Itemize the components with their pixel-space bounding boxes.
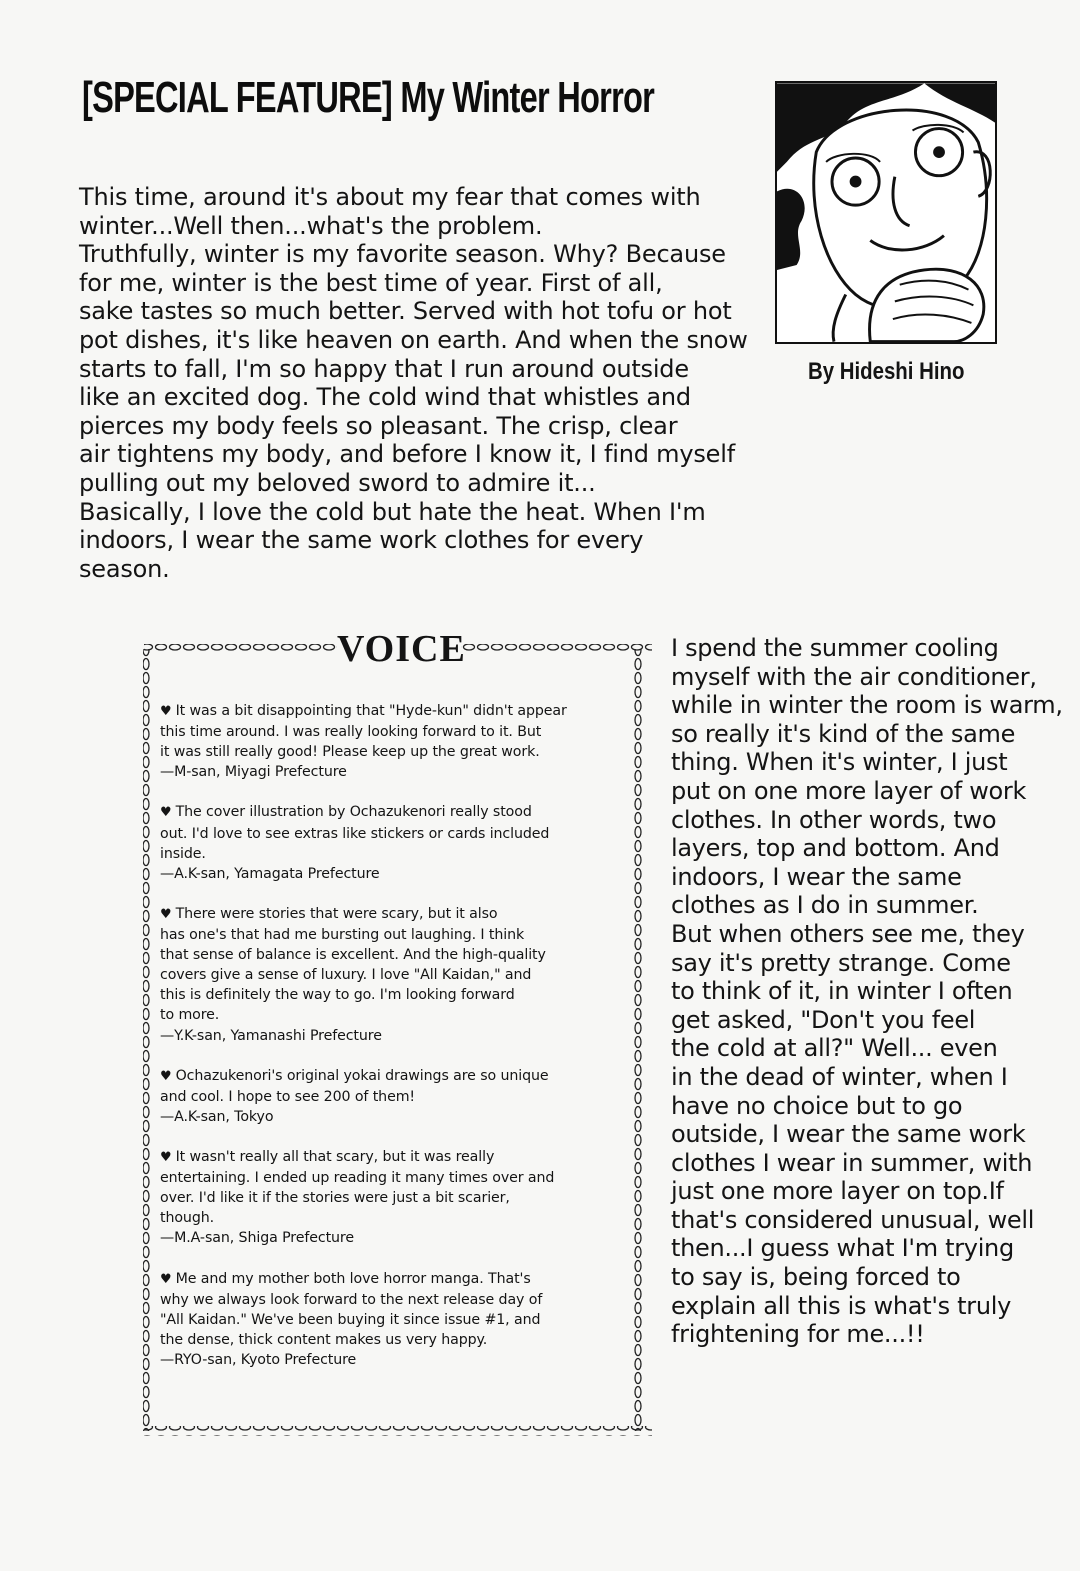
continuation-line: myself with the air conditioner, — [671, 662, 1037, 691]
intro-line: for me, winter is the best time of year. First of all, — [79, 268, 663, 297]
continuation-text — [671, 634, 1071, 1349]
voice-list — [160, 701, 638, 1390]
continuation-line: have no choice but to go — [671, 1091, 963, 1120]
intro-line: This time, around it's about my fear that comes with — [79, 183, 701, 211]
continuation-line: that's considered unusual, well — [671, 1205, 1035, 1234]
voice-entry-line: ♥ The cover illustration by Ochazukenori really stood — [160, 804, 532, 821]
voice-entry-line: out. I'd love to see extras like stickers or cards included — [160, 825, 550, 842]
voice-entry — [160, 1066, 638, 1127]
continuation-line: outside, I wear the same work — [671, 1120, 1026, 1149]
continuation-line: to say is, being forced to — [671, 1263, 961, 1292]
continuation-line: in the dead of winter, when I — [671, 1062, 1008, 1091]
voice-entry-line: it was still really good! Please keep up the great work. — [160, 744, 540, 761]
voice-entry-line: ♥ It was a bit disappointing that "Hyde-kun" didn't appear — [160, 703, 567, 719]
voice-entry — [160, 1147, 638, 1248]
author-byline: By Hideshi Hino — [808, 358, 965, 385]
voice-entry-line: ♥ There were stories that were scary, but it also — [160, 905, 498, 922]
voice-entry-line: this time around. I was really looking forward to it. But — [160, 724, 542, 741]
voice-entry-line: that sense of balance is excellent. And the high-quality — [160, 947, 546, 964]
voice-entry-line: ♥ Me and my mother both love horror manga. That's — [160, 1270, 531, 1287]
continuation-line: put on one more layer of work — [671, 776, 1027, 805]
voice-entry-line: the dense, thick content makes us very happy. — [160, 1331, 488, 1348]
voice-entry-line: this is definitely the way to go. I'm looking forward — [160, 987, 515, 1004]
voice-entry-line: entertaining. I ended up reading it many times over and — [160, 1170, 555, 1187]
voice-entry-line: covers give a sense of luxury. I love "All Kaidan," and — [160, 967, 532, 984]
continuation-line: I spend the summer cooling — [671, 634, 999, 662]
continuation-line: just one more layer on top.If — [671, 1177, 1004, 1206]
voice-entry-line: why we always look forward to the next release day of — [160, 1291, 543, 1308]
continuation-line: the cold at all?" Well... even — [671, 1034, 998, 1063]
intro-line: winter...Well then...what's the problem. — [79, 211, 543, 240]
continuation-line: But when others see me, they — [671, 919, 1025, 948]
voice-entry — [160, 1269, 638, 1370]
voice-entry-line: though. — [160, 1210, 215, 1227]
continuation-line: indoors, I wear the same — [671, 862, 962, 891]
intro-line: Truthfully, winter is my favorite season. Why? Because — [79, 240, 726, 269]
voice-signature: —A.K-san, Yamagata Prefecture — [160, 865, 380, 882]
voice-signature: —Y.K-san, Yamanashi Prefecture — [160, 1027, 382, 1044]
voice-entry-line: "All Kaidan." We've been buying it since issue #1, and — [160, 1311, 541, 1328]
voice-entry-line: to more. — [160, 1007, 220, 1024]
intro-line: indoors, I wear the same work clothes for every — [79, 526, 644, 555]
continuation-line: explain all this is what's truly — [671, 1291, 1012, 1320]
voice-entry — [160, 802, 638, 883]
continuation-line: while in winter the room is warm, — [671, 691, 1063, 720]
continuation-line: clothes I wear in summer, with — [671, 1148, 1033, 1177]
intro-line: like an excited dog. The cold wind that whistles and — [79, 383, 691, 412]
voice-box — [140, 629, 656, 1444]
intro-line: pot dishes, it's like heaven on earth. And when the snow — [79, 325, 748, 354]
voice-signature: —M-san, Miyagi Prefecture — [160, 764, 347, 781]
voice-entry — [160, 701, 638, 782]
intro-line: pierces my body feels so pleasant. The crisp, clear — [79, 411, 678, 440]
heart-icon: ♥ — [160, 704, 172, 719]
continuation-line: thing. When it's winter, I just — [671, 748, 1008, 777]
intro-line: air tightens my body, and before I know it, I find myself — [79, 440, 735, 469]
voice-entry-line: and cool. I hope to see 200 of them! — [160, 1088, 416, 1105]
voice-signature: —RYO-san, Kyoto Prefecture — [160, 1352, 357, 1368]
voice-signature: —M.A-san, Shiga Prefecture — [160, 1230, 354, 1247]
continuation-line: frightening for me...!! — [671, 1320, 925, 1349]
voice-signature: —A.K-san, Tokyo — [160, 1108, 274, 1125]
intro-line: Basically, I love the cold but hate the heat. When I'm — [79, 497, 706, 526]
continuation-line: say it's pretty strange. Come — [671, 948, 1011, 977]
intro-line: season. — [79, 554, 170, 583]
continuation-line: clothes as I do in summer. — [671, 891, 979, 920]
intro-line: starts to fall, I'm so happy that I run around outside — [79, 354, 689, 383]
heart-icon: ♥ — [160, 1150, 172, 1166]
intro-text — [79, 183, 779, 583]
heart-icon: ♥ — [160, 906, 172, 922]
intro-line: sake tastes so much better. Served with hot tofu or hot — [79, 297, 732, 326]
voice-heading: VOICE — [337, 628, 466, 670]
voice-entry-line: ♥ Ochazukenori's original yokai drawings are so unique — [160, 1067, 549, 1084]
author-portrait — [775, 81, 997, 344]
continuation-line: clothes. In other words, two — [671, 805, 997, 834]
continuation-line: so really it's kind of the same — [671, 719, 1016, 748]
heart-icon: ♥ — [160, 1068, 172, 1084]
intro-line: pulling out my beloved sword to admire it... — [79, 468, 596, 497]
voice-entry-line: has one's that had me bursting out laughing. I think — [160, 927, 525, 944]
voice-entry-line: over. I'd like it if the stories were just a bit scarier, — [160, 1190, 510, 1207]
author-portrait-drawing — [777, 83, 995, 342]
continuation-line: then...I guess what I'm trying — [671, 1234, 1014, 1263]
continuation-line: get asked, "Don't you feel — [671, 1005, 976, 1034]
voice-entry-line: ♥ It wasn't really all that scary, but it was really — [160, 1149, 495, 1166]
voice-entry — [160, 904, 638, 1046]
continuation-line: to think of it, in winter I often — [671, 977, 1013, 1006]
heart-icon: ♥ — [160, 805, 172, 821]
continuation-line: layers, top and bottom. And — [671, 834, 1000, 863]
page-title: [SPECIAL FEATURE] My Winter Horror — [82, 73, 655, 122]
voice-entry-line: inside. — [160, 845, 206, 862]
heart-icon: ♥ — [160, 1271, 172, 1287]
